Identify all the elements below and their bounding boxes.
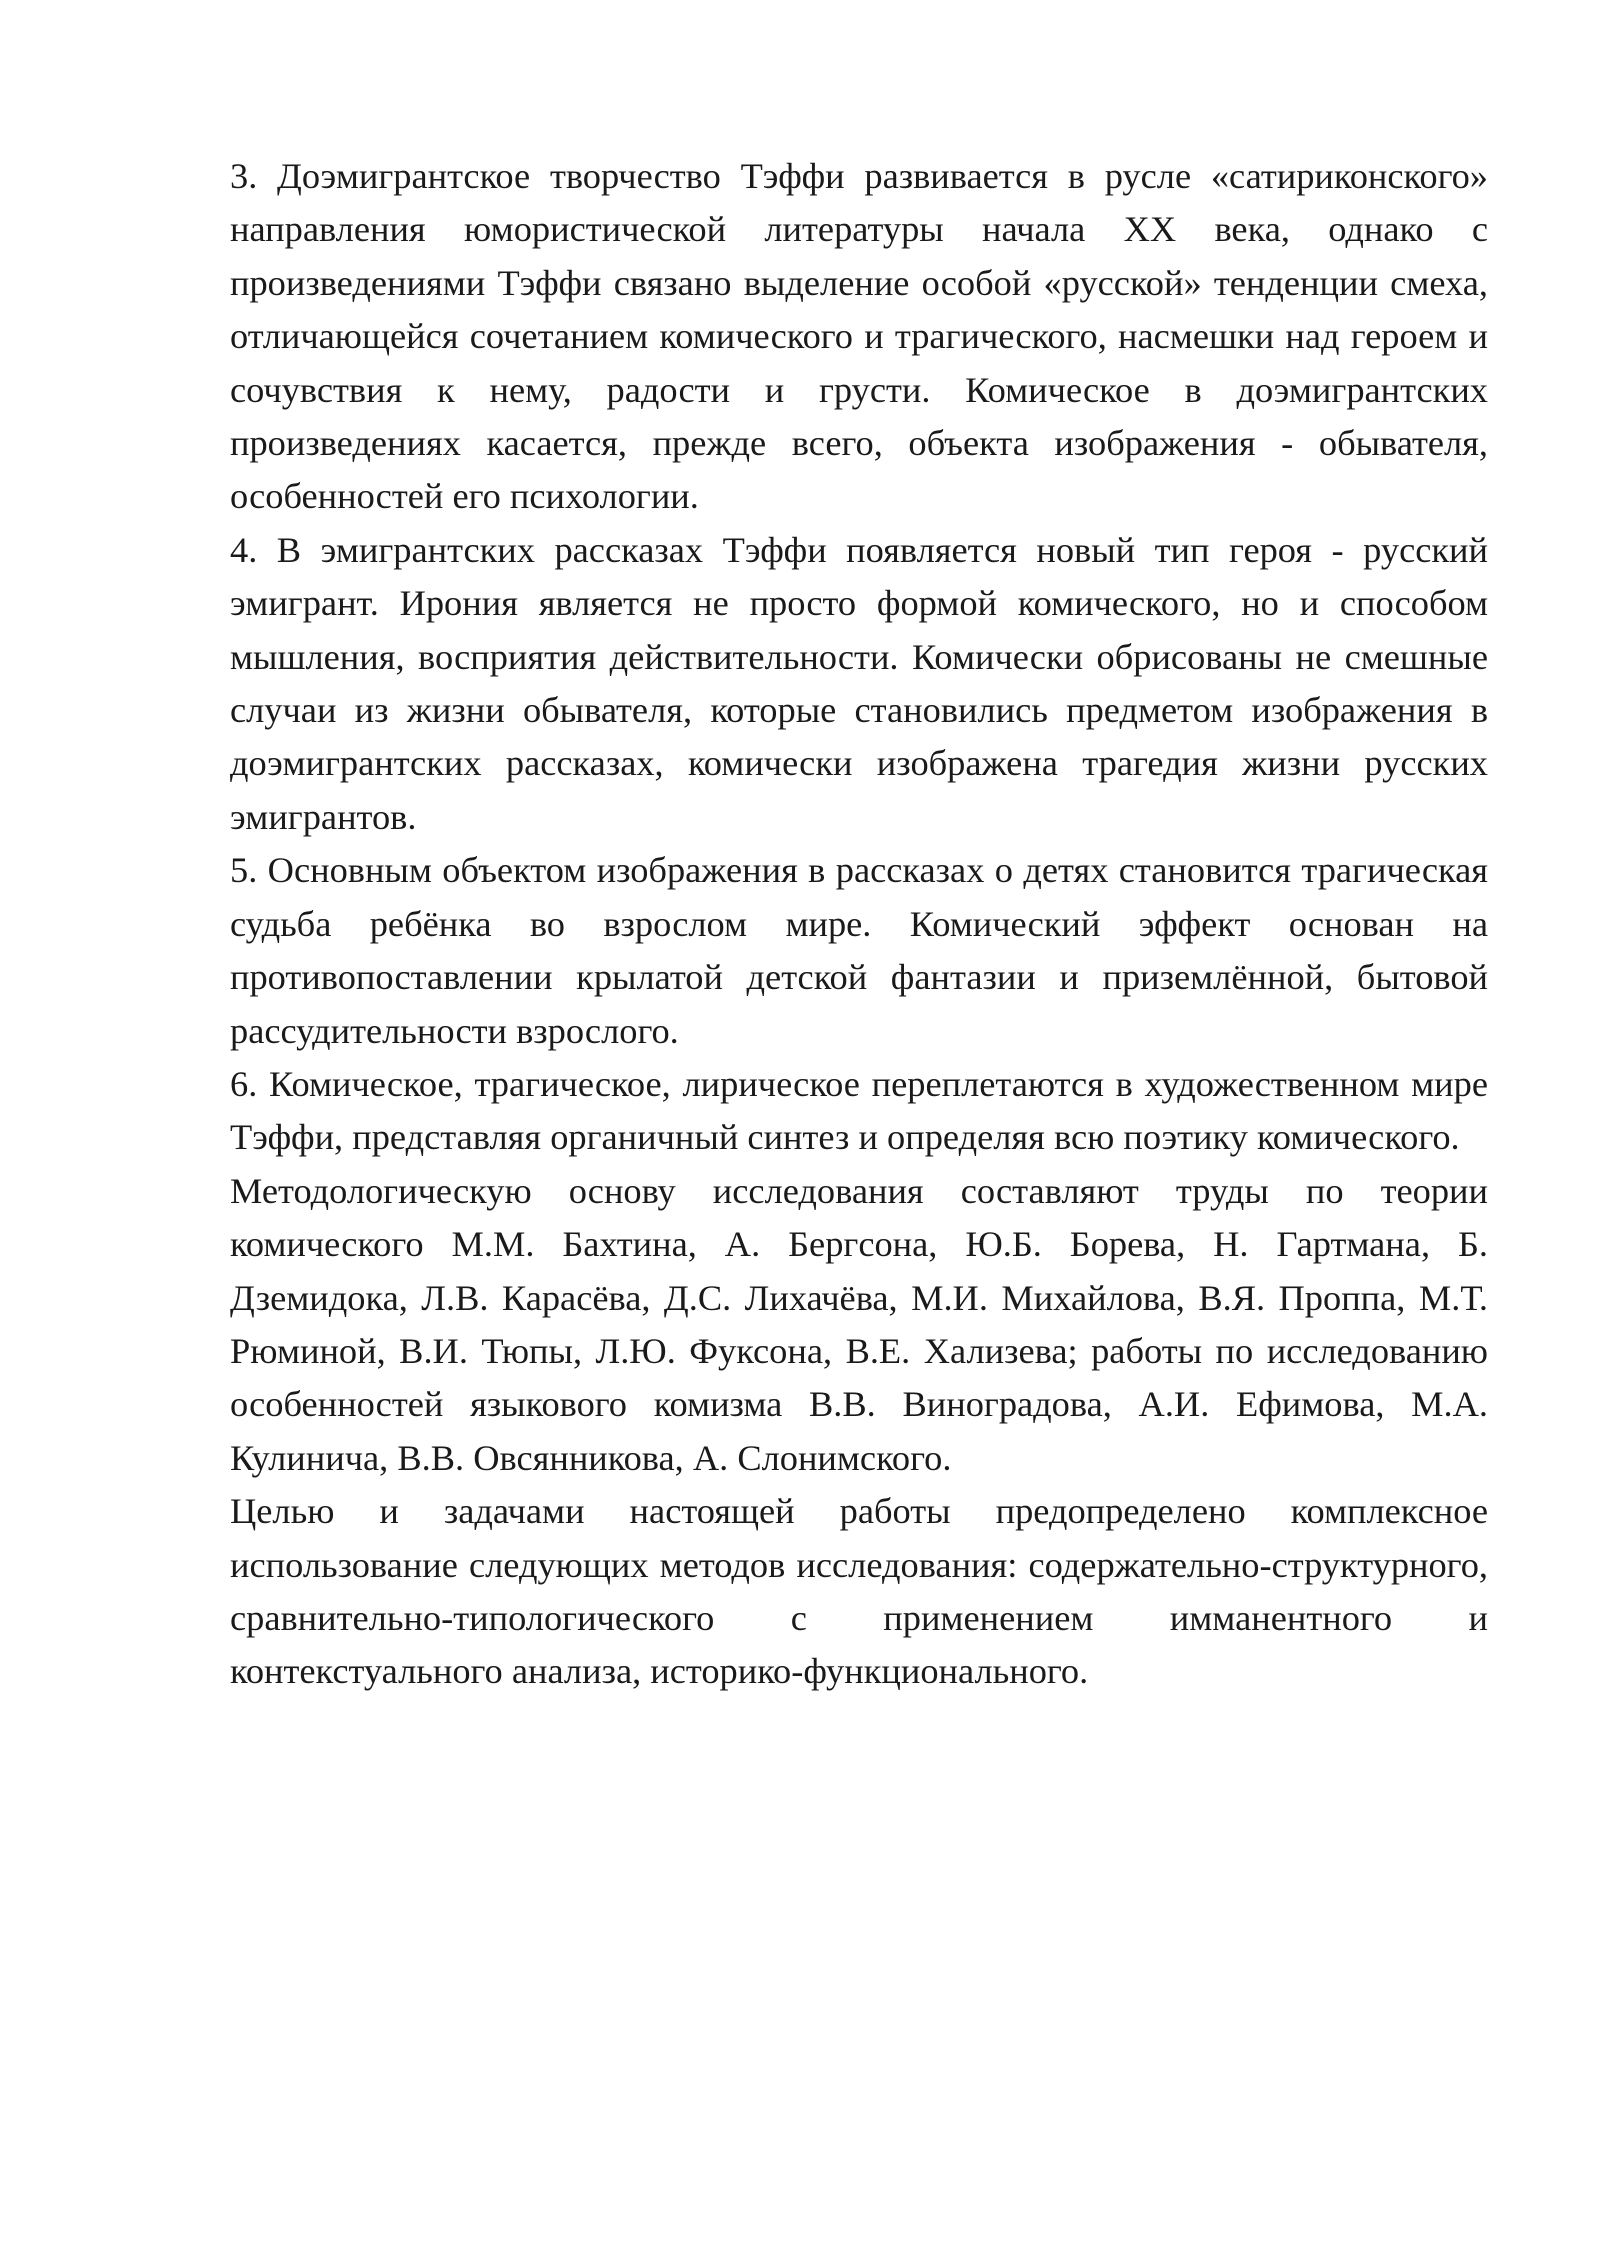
- paragraph-methods: Целью и задачами настоящей работы предопределено комплексное использование следующих методов исследования: содержательно-структурного, сравнительно-типологического с применением имманентного и контекстуального анализа, историко-функционального.: [230, 1491, 1488, 1692]
- paragraph-methodology: Методологическую основу исследования составляют труды по теории комического М.М. Бахтина, А. Бергсона, Ю.Б. Борева, Н. Гартмана, Б. Дземидока, Л.В. Карасёва, Д.С. Лихачёва, М.И. Михайлова, В.Я. Проппа, М.Т. Рюминой, В.И. Тюпы, Л.Ю. Фуксона, В.Е. Хализева; работы по исследованию особенностей языкового комизма В.В. Виноградова, А.И. Ефимова, М.А. Кулинича, В.В. Овсянникова, А. Слонимского.: [230, 1170, 1488, 1478]
- paragraph-conclusion-5: 5. Основным объектом изображения в рассказах о детях становится трагическая судьба ребёнка во взрослом мире. Комический эффект основан на противопоставлении крылатой детской фантазии и приземлённой, бытовой рассудительности взрослого.: [230, 850, 1488, 1051]
- document-body: [230, 150, 1488, 1699]
- paragraph-conclusion-6: 6. Комическое, трагическое, лирическое переплетаются в художественном мире Тэффи, представляя органичный синтез и определяя всю поэтику комического.: [230, 1063, 1488, 1158]
- paragraph-conclusion-3: 3. Доэмигрантское творчество Тэффи развивается в русле «сатириконского» направления юмористической литературы начала XX века, однако с произведениями Тэффи связано выделение особой «русской» тенденции смеха, отличающейся сочетанием комического и трагического, насмешки над героем и сочувствия к нему, радости и грусти. Комическое в доэмигрантских произведениях касается, прежде всего, объекта изображения - обывателя, особенностей его психологии.: [230, 156, 1488, 517]
- paragraph-conclusion-4: 4. В эмигрантских рассказах Тэффи появляется новый тип героя - русский эмигрант. Ирония является не просто формой комического, но и способом мышления, восприятия действительности. Комически обрисованы не смешные случаи из жизни обывателя, которые становились предметом изображения в доэмигрантских рассказах, комически изображена трагедия жизни русских эмигрантов.: [230, 529, 1488, 837]
